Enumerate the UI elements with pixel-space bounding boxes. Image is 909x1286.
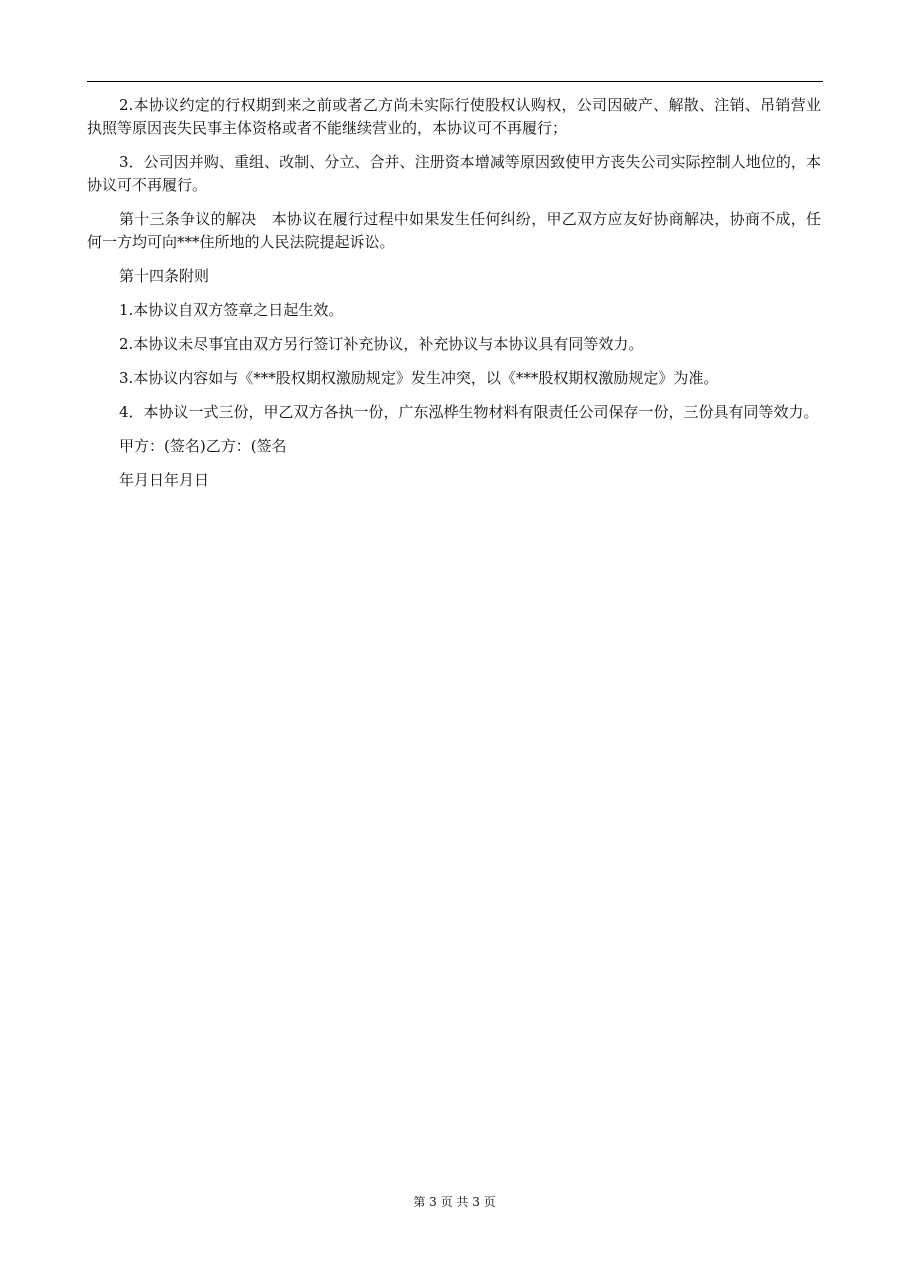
paragraph-clause-3: 3．公司因并购、重组、改制、分立、合并、注册资本增减等原因致使甲方丧失公司实际控制人地位的，本协议可不再履行。: [87, 153, 821, 194]
paragraph-supplementary-2: 2.本协议未尽事宜由双方另行签订补充协议，补充协议与本协议具有同等效力。: [119, 335, 644, 353]
paragraph-article-13-dispute-resolution: 第十三条争议的解决 本协议在履行过程中如果发生任何纠纷，甲乙双方应友好协商解决，协商不成，任何一方均可向***住所地的人民法院提起诉讼。: [87, 210, 821, 251]
signature-line: 甲方：(签名)乙方：(签名: [119, 437, 287, 455]
paragraph-supplementary-1: 1.本协议自双方签章之日起生效。: [119, 301, 344, 319]
date-line: 年月日年月日: [119, 471, 210, 489]
paragraph-supplementary-3: 3.本协议内容如与《***股权期权激励规定》发生冲突，以《***股权期权激励规定》为准。: [119, 369, 719, 387]
page-number-footer: 第 3 页 共 3 页: [413, 1195, 496, 1209]
paragraph-supplementary-4: 4．本协议一式三份，甲乙双方各执一份，广东泓桦生物材料有限责任公司保存一份，三份具有同等效力。: [119, 403, 819, 421]
document-body: [87, 94, 821, 503]
paragraph-clause-2: 2.本协议约定的行权期到来之前或者乙方尚未实际行使股权认购权，公司因破产、解散、注销、吊销营业执照等原因丧失民事主体资格或者不能继续营业的，本协议可不再履行；: [87, 96, 821, 137]
header-rule: [87, 81, 823, 82]
heading-article-14-supplementary: 第十四条附则: [119, 267, 210, 285]
